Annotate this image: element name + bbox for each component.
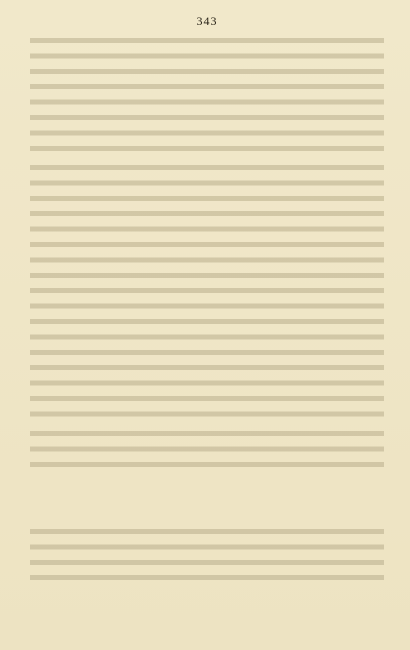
illegible-text-placeholder [30, 33, 384, 156]
illegible-text-placeholder [30, 524, 384, 586]
text-block-2 [30, 160, 384, 422]
illegible-text-placeholder [30, 426, 384, 472]
text-block-1 [30, 33, 384, 156]
text-block-4 [30, 524, 384, 586]
section-title [30, 498, 384, 512]
page-number: 343 [196, 14, 218, 28]
illegible-text-placeholder [30, 160, 384, 422]
text-block-3 [30, 426, 384, 472]
